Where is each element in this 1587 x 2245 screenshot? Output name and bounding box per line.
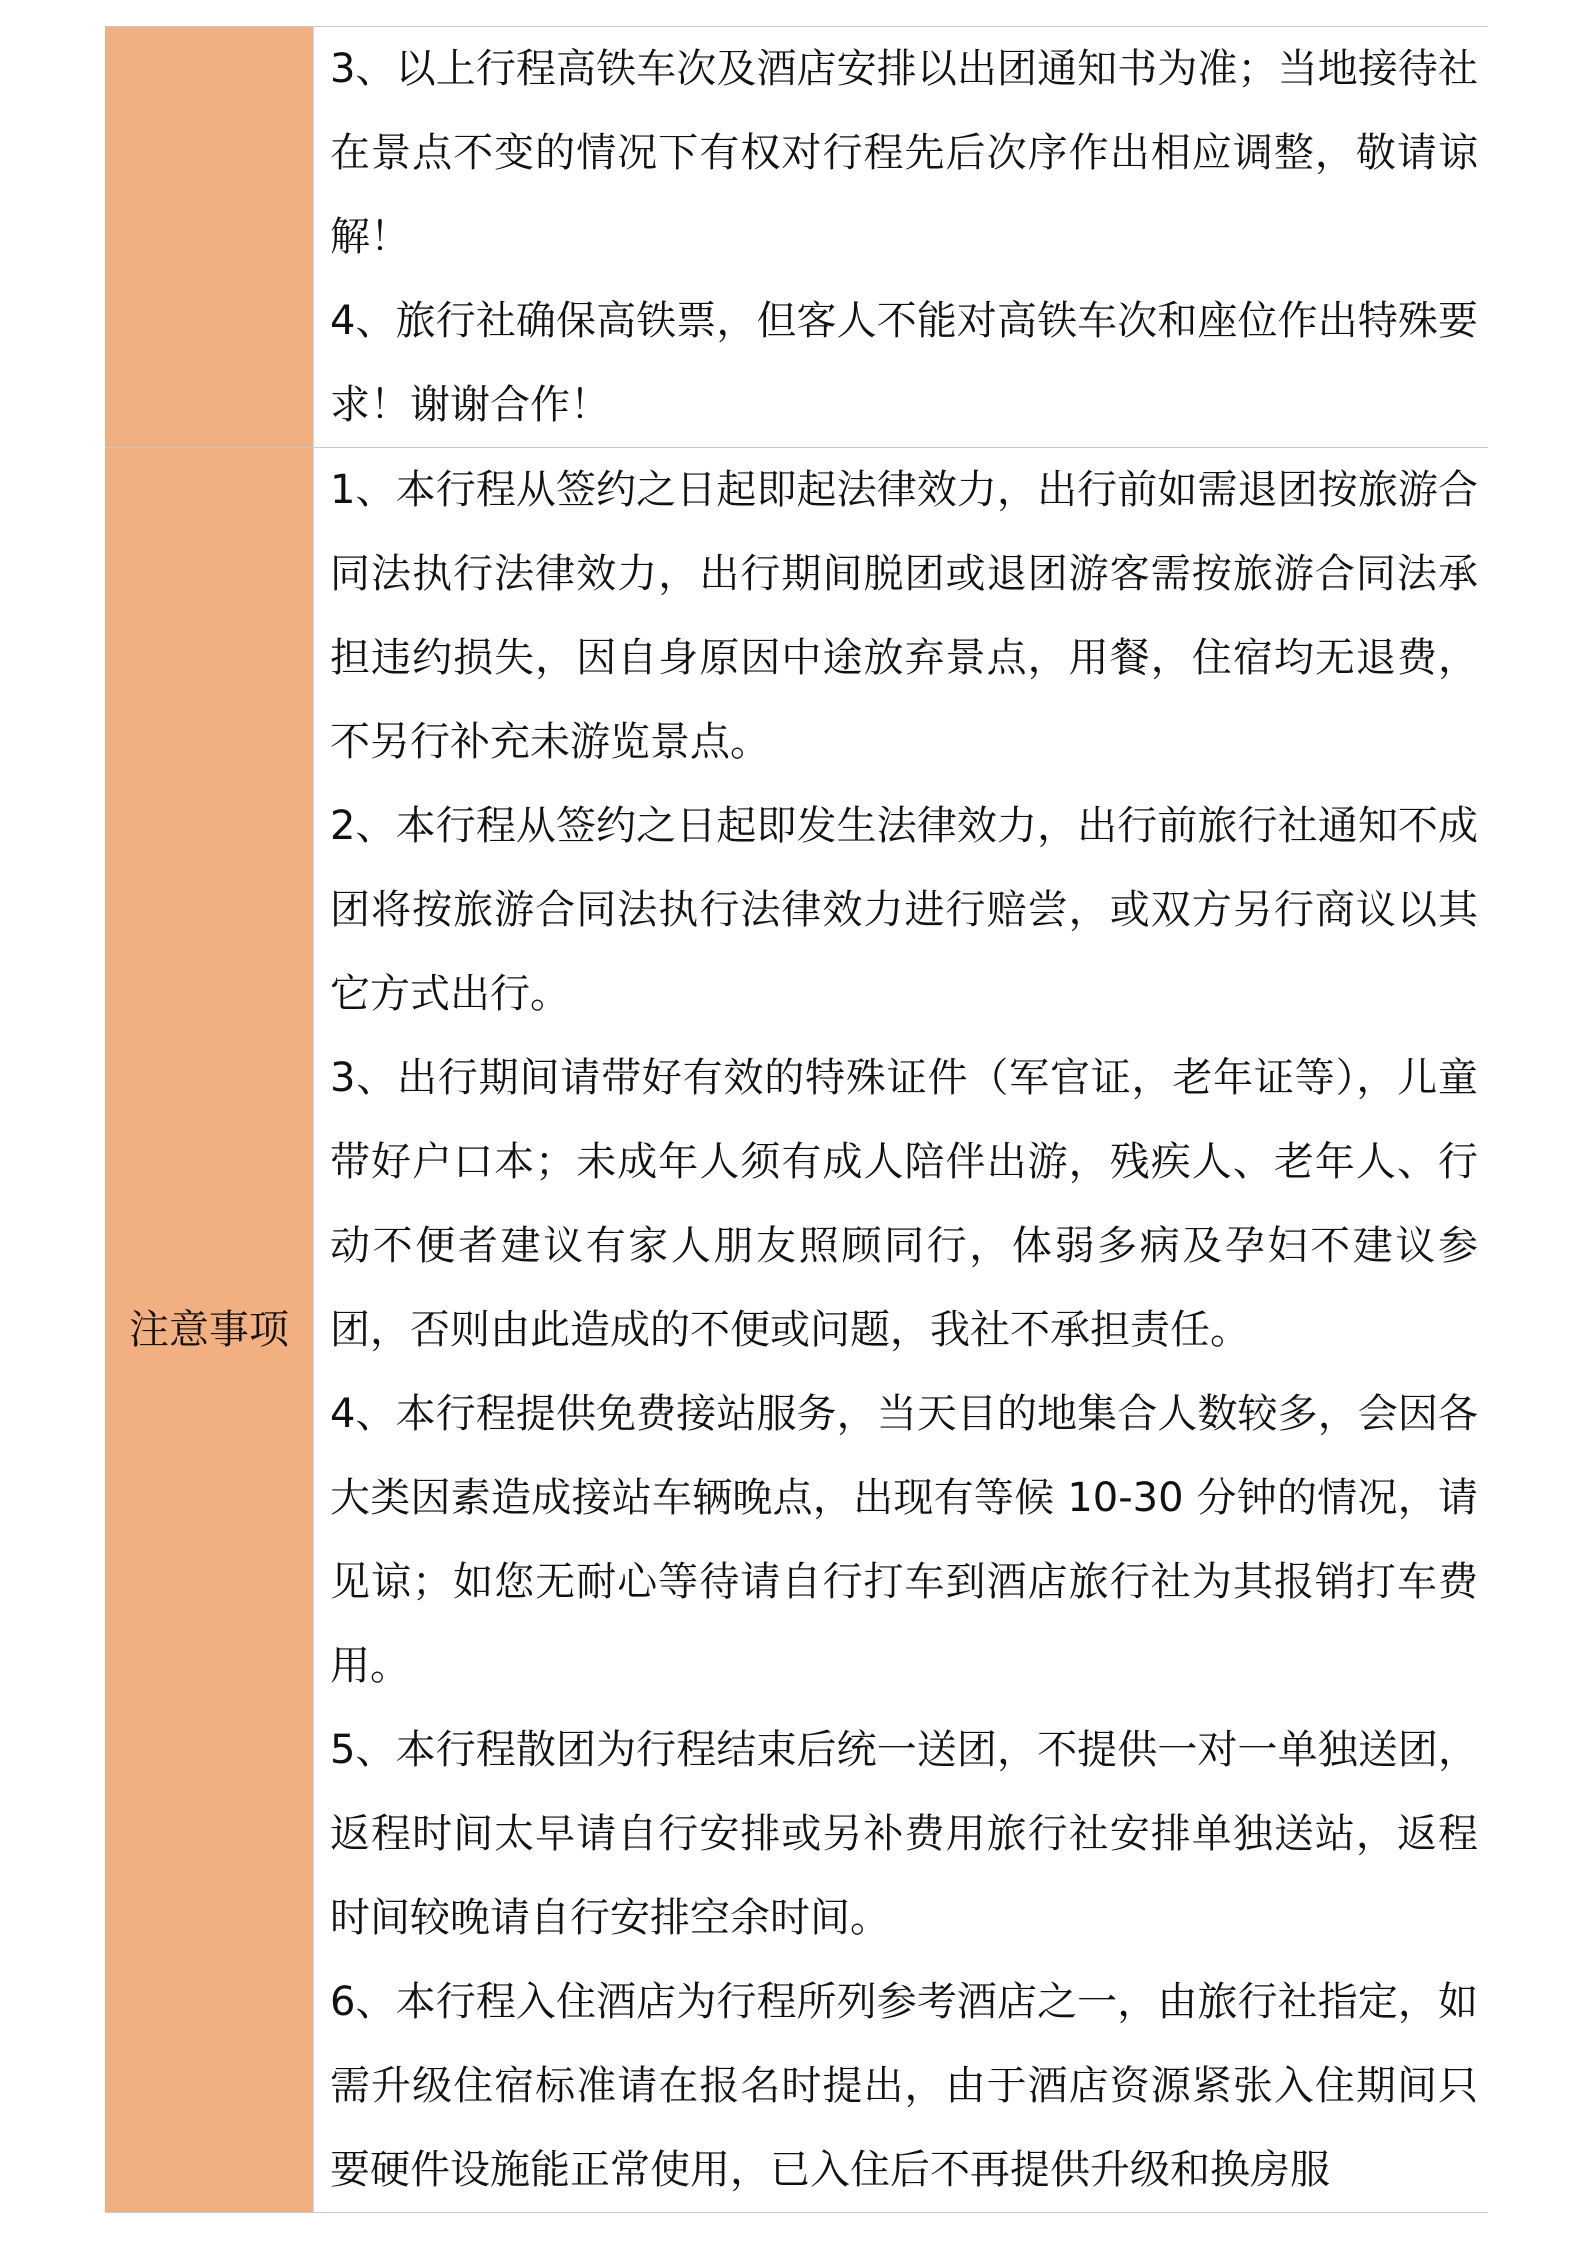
row-label-cell [105, 448, 314, 2213]
table-row [105, 448, 1488, 2213]
note-paragraph: 2、本行程从签约之日起即发生法律效力，出行前旅行社通知不成团将按旅游合同法执行法律效力进行赔尝，或双方另行商议以其它方式出行。 [330, 803, 1478, 1017]
note-paragraph: 3、出行期间请带好有效的特殊证件（军官证，老年证等），儿童带好户口本；未成年人须有成人陪伴出游，残疾人、老年人、行动不便者建议有家人朋友照顾同行，体弱多病及孕妇不建议参团，否则由此造成的不便或问题，我社不承担责任。 [330, 1055, 1478, 1353]
row-content-cell [314, 27, 1489, 448]
row-label-notes: 注意事项 [129, 1307, 289, 1353]
note-paragraph: 6、本行程入住酒店为行程所列参考酒店之一，由旅行社指定，如需升级住宿标准请在报名时提出，由于酒店资源紧张入住期间只要硬件设施能正常使用，已入住后不再提供升级和换房服 [330, 1979, 1478, 2193]
note-paragraph: 1、本行程从签约之日起即起法律效力，出行前如需退团按旅游合同法执行法律效力，出行期间脱团或退团游客需按旅游合同法承担违约损失，因自身原因中途放弃景点，用餐，住宿均无退费，不另行补充未游览景点。 [330, 467, 1478, 765]
table-row [105, 27, 1488, 448]
note-paragraph: 4、旅行社确保高铁票，但客人不能对高铁车次和座位作出特殊要求！谢谢合作！ [330, 298, 1478, 428]
note-paragraph: 3、以上行程高铁车次及酒店安排以出团通知书为准；当地接待社在景点不变的情况下有权对行程先后次序作出相应调整，敬请谅解！ [330, 46, 1478, 260]
row-label-cell [105, 27, 314, 448]
row-content-cell [314, 448, 1489, 2213]
itinerary-notes-table [105, 26, 1488, 2213]
note-paragraph: 5、本行程散团为行程结束后统一送团，不提供一对一单独送团，返程时间太早请自行安排或另补费用旅行社安排单独送站，返程时间较晚请自行安排空余时间。 [330, 1727, 1478, 1941]
note-paragraph: 4、本行程提供免费接站服务，当天目的地集合人数较多，会因各大类因素造成接站车辆晚点，出现有等候 10-30 分钟的情况，请见谅；如您无耐心等待请自行打车到酒店旅行社为其报销打车费用。 [330, 1391, 1478, 1689]
